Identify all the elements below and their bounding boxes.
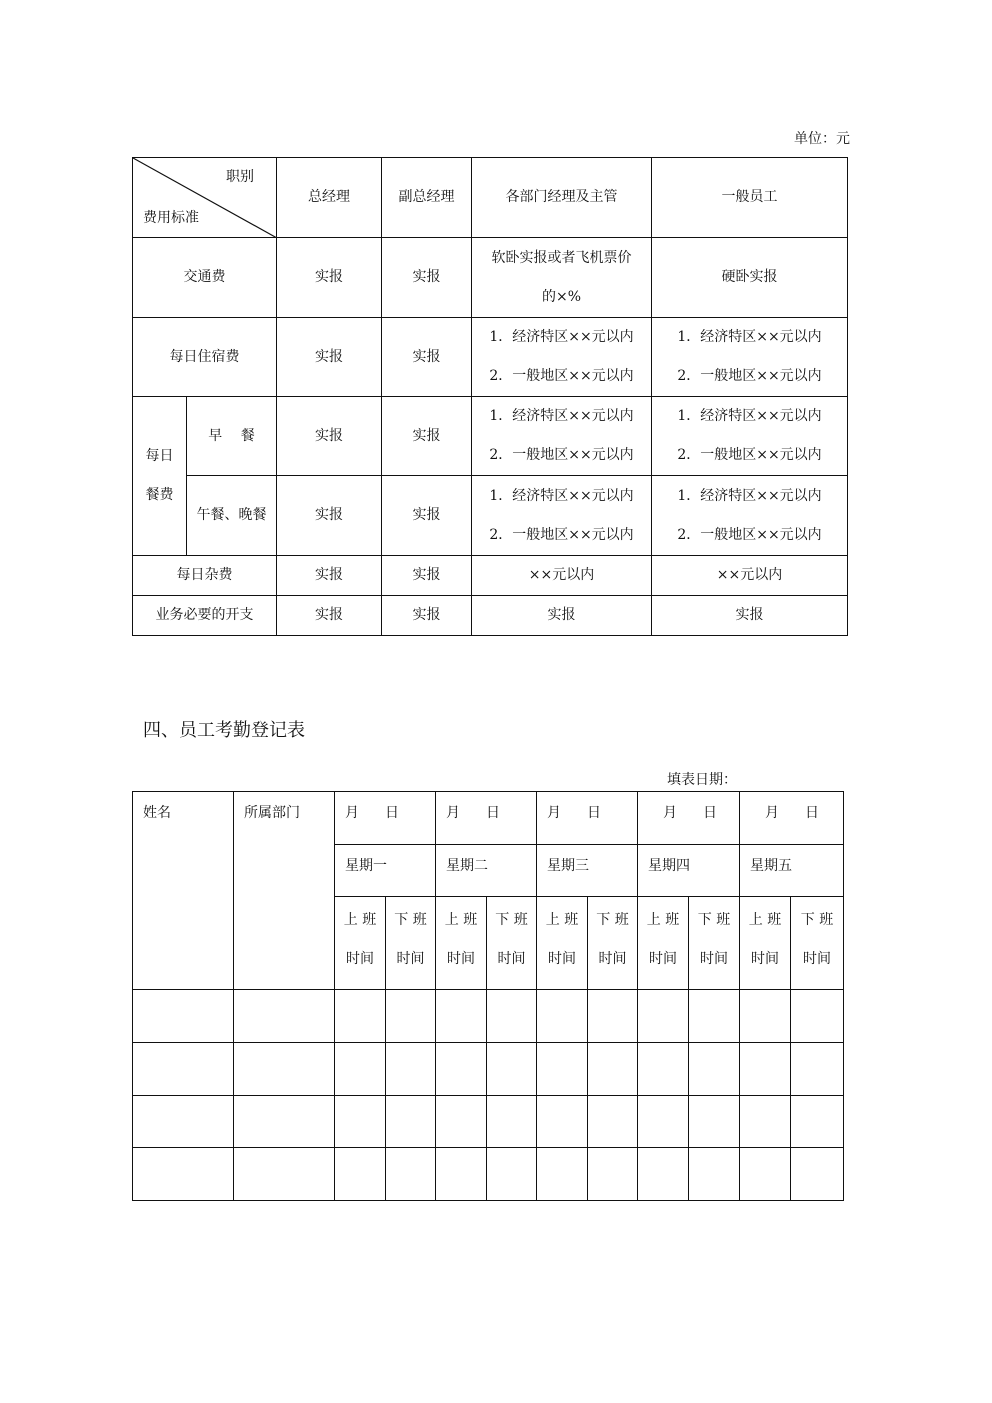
cell-line: 上 班 bbox=[444, 912, 478, 928]
row-label-lunch-dinner: 午餐、晚餐 bbox=[187, 476, 277, 556]
cell-line: 1．经济特区××元以内 bbox=[677, 408, 822, 424]
day-label: 日 bbox=[486, 805, 500, 821]
cell-value: 硬卧实报 bbox=[652, 238, 848, 318]
month-label: 月 bbox=[446, 805, 460, 821]
empty-cell bbox=[740, 1043, 791, 1096]
cell-value: 实报 bbox=[277, 318, 382, 397]
row-label-daily-meals bbox=[133, 397, 187, 556]
empty-cell bbox=[537, 990, 588, 1043]
cell-value: 实报 bbox=[277, 238, 382, 318]
cell-line: 时间 bbox=[649, 951, 677, 967]
empty-cell bbox=[234, 1043, 335, 1096]
empty-cell bbox=[234, 1148, 335, 1201]
row-label-transport: 交通费 bbox=[133, 238, 277, 318]
cell-line: 时间 bbox=[497, 951, 526, 967]
cell-value: 实报 bbox=[382, 556, 472, 596]
cell-value: 实报 bbox=[382, 596, 472, 636]
cell-value bbox=[472, 318, 652, 397]
empty-cell bbox=[537, 1096, 588, 1148]
cell-line: 时间 bbox=[751, 951, 779, 967]
empty-cell bbox=[689, 990, 740, 1043]
empty-cell bbox=[791, 1043, 844, 1096]
date-cell bbox=[537, 792, 638, 845]
empty-cell bbox=[335, 1096, 386, 1148]
table-row bbox=[133, 238, 848, 318]
month-label: 月 bbox=[547, 805, 561, 821]
empty-cell bbox=[588, 990, 638, 1043]
clock-in-header bbox=[436, 897, 487, 990]
empty-cell bbox=[335, 1148, 386, 1201]
row-label-lodging: 每日住宿费 bbox=[133, 318, 277, 397]
weekday-tue: 星期二 bbox=[436, 845, 537, 897]
empty-cell bbox=[487, 1096, 537, 1148]
col-dept-manager: 各部门经理及主管 bbox=[472, 158, 652, 238]
cell-line: 2．一般地区××元以内 bbox=[677, 368, 822, 384]
cell-line: 下 班 bbox=[596, 912, 629, 928]
date-cell bbox=[335, 792, 436, 845]
clock-out-header bbox=[588, 897, 638, 990]
cell-line: 每日 bbox=[145, 448, 174, 464]
cell-value bbox=[652, 397, 848, 476]
empty-cell bbox=[436, 990, 487, 1043]
empty-cell bbox=[638, 1043, 689, 1096]
cell-line: 下 班 bbox=[495, 912, 528, 928]
empty-cell bbox=[740, 1148, 791, 1201]
empty-cell bbox=[537, 1148, 588, 1201]
empty-cell bbox=[133, 1148, 234, 1201]
empty-cell bbox=[487, 1043, 537, 1096]
attendance-table bbox=[132, 791, 844, 1201]
weekday-fri: 星期五 bbox=[740, 845, 844, 897]
empty-cell bbox=[638, 1148, 689, 1201]
cell-line: 下 班 bbox=[697, 912, 731, 928]
cell-value bbox=[472, 397, 652, 476]
col-general-staff: 一般员工 bbox=[652, 158, 848, 238]
cell-line: 的×% bbox=[541, 288, 582, 305]
cell-line: 时间 bbox=[803, 951, 831, 967]
empty-cell bbox=[386, 1096, 436, 1148]
empty-cell bbox=[588, 1043, 638, 1096]
month-label: 月 bbox=[765, 805, 779, 821]
empty-cell bbox=[689, 1096, 740, 1148]
clock-in-header bbox=[537, 897, 588, 990]
day-label: 日 bbox=[587, 805, 601, 821]
diagonal-header-cell bbox=[133, 158, 277, 238]
cell-value: 实报 bbox=[277, 397, 382, 476]
table-row bbox=[133, 397, 848, 476]
cell-value: 实报 bbox=[277, 556, 382, 596]
cell-line: 时间 bbox=[346, 951, 374, 967]
cell-value: 实报 bbox=[382, 318, 472, 397]
cell-value: 实报 bbox=[277, 476, 382, 556]
table-row bbox=[133, 318, 848, 397]
section-title: 四、员工考勤登记表 bbox=[143, 720, 305, 741]
date-row bbox=[133, 792, 844, 845]
empty-cell bbox=[436, 1148, 487, 1201]
empty-cell bbox=[791, 1096, 844, 1148]
empty-cell bbox=[487, 1148, 537, 1201]
empty-cell bbox=[588, 1096, 638, 1148]
empty-cell bbox=[133, 1096, 234, 1148]
expense-standards-table bbox=[132, 157, 848, 636]
cell-value: 实报 bbox=[382, 238, 472, 318]
cell-line: 餐费 bbox=[145, 487, 174, 503]
day-label: 日 bbox=[703, 805, 717, 821]
table-row bbox=[133, 1043, 844, 1096]
empty-cell bbox=[335, 1043, 386, 1096]
empty-cell bbox=[689, 1148, 740, 1201]
cell-line: 2．一般地区××元以内 bbox=[677, 447, 822, 463]
clock-out-header bbox=[791, 897, 844, 990]
dept-header: 所属部门 bbox=[234, 792, 335, 990]
weekday-mon: 星期一 bbox=[335, 845, 436, 897]
clock-in-header bbox=[638, 897, 689, 990]
empty-cell bbox=[133, 1043, 234, 1096]
date-cell bbox=[740, 792, 844, 845]
row-label-business: 业务必要的开支 bbox=[133, 596, 277, 636]
empty-cell bbox=[487, 990, 537, 1043]
weekday-thu: 星期四 bbox=[638, 845, 740, 897]
cell-line: 软卧实报或者飞机票价 bbox=[491, 249, 632, 266]
cell-value bbox=[472, 238, 652, 318]
col-general-manager: 总经理 bbox=[277, 158, 382, 238]
month-label: 月 bbox=[663, 805, 677, 821]
cell-value: 实报 bbox=[652, 596, 848, 636]
cell-line: 上 班 bbox=[748, 912, 782, 928]
empty-cell bbox=[740, 990, 791, 1043]
cell-value: 实报 bbox=[472, 596, 652, 636]
cell-line: 2．一般地区××元以内 bbox=[489, 368, 634, 384]
cell-value bbox=[652, 318, 848, 397]
cell-line: 1．经济特区××元以内 bbox=[489, 487, 634, 504]
empty-cell bbox=[133, 990, 234, 1043]
position-label: 职别 bbox=[226, 169, 254, 185]
empty-cell bbox=[234, 990, 335, 1043]
table-row bbox=[133, 990, 844, 1043]
day-label: 日 bbox=[805, 805, 819, 821]
empty-cell bbox=[689, 1043, 740, 1096]
cell-line: 1．经济特区××元以内 bbox=[677, 487, 822, 504]
row-label-misc: 每日杂费 bbox=[133, 556, 277, 596]
empty-cell bbox=[335, 990, 386, 1043]
cell-value: ××元以内 bbox=[652, 556, 848, 596]
empty-cell bbox=[638, 990, 689, 1043]
cell-value: 实报 bbox=[277, 596, 382, 636]
cell-value bbox=[472, 476, 652, 556]
cell-line: 1．经济特区××元以内 bbox=[489, 408, 634, 424]
table-row bbox=[133, 1096, 844, 1148]
clock-out-header bbox=[386, 897, 436, 990]
cell-line: 上 班 bbox=[545, 912, 579, 928]
cell-line: 下 班 bbox=[800, 912, 834, 928]
empty-cell bbox=[791, 1148, 844, 1201]
table-row bbox=[133, 596, 848, 636]
date-cell bbox=[638, 792, 740, 845]
table-row bbox=[133, 1148, 844, 1201]
col-deputy-manager: 副总经理 bbox=[382, 158, 472, 238]
empty-cell bbox=[386, 990, 436, 1043]
empty-cell bbox=[791, 990, 844, 1043]
cell-line: 1．经济特区××元以内 bbox=[489, 329, 634, 345]
cell-line: 时间 bbox=[447, 951, 475, 967]
cell-line: 下 班 bbox=[394, 912, 427, 928]
cell-value: 实报 bbox=[382, 397, 472, 476]
cell-value: 实报 bbox=[382, 476, 472, 556]
fill-date-label: 填表日期： bbox=[667, 772, 737, 788]
clock-in-header bbox=[335, 897, 386, 990]
table-row bbox=[133, 556, 848, 596]
empty-cell bbox=[436, 1043, 487, 1096]
empty-cell bbox=[386, 1043, 436, 1096]
name-header: 姓名 bbox=[133, 792, 234, 990]
cell-value bbox=[652, 476, 848, 556]
cell-line: 上 班 bbox=[646, 912, 680, 928]
clock-in-header bbox=[740, 897, 791, 990]
row-label-breakfast: 早 餐 bbox=[187, 397, 277, 476]
empty-cell bbox=[537, 1043, 588, 1096]
cell-value: ××元以内 bbox=[472, 556, 652, 596]
date-cell bbox=[436, 792, 537, 845]
cell-line: 时间 bbox=[396, 951, 425, 967]
cell-line: 1．经济特区××元以内 bbox=[677, 329, 822, 345]
cell-line: 时间 bbox=[700, 951, 728, 967]
empty-cell bbox=[234, 1096, 335, 1148]
cell-line: 上 班 bbox=[343, 912, 377, 928]
weekday-wed: 星期三 bbox=[537, 845, 638, 897]
cell-line: 2．一般地区××元以内 bbox=[489, 447, 634, 463]
clock-out-header bbox=[487, 897, 537, 990]
empty-cell bbox=[436, 1096, 487, 1148]
cell-line: 2．一般地区××元以内 bbox=[677, 526, 822, 543]
expense-standard-label: 费用标准 bbox=[143, 210, 199, 226]
header-row bbox=[133, 158, 848, 238]
clock-out-header bbox=[689, 897, 740, 990]
empty-cell bbox=[740, 1096, 791, 1148]
cell-line: 时间 bbox=[548, 951, 576, 967]
table-row bbox=[133, 476, 848, 556]
empty-cell bbox=[386, 1148, 436, 1201]
unit-label: 单位：元 bbox=[794, 131, 850, 147]
day-label: 日 bbox=[385, 805, 399, 821]
cell-line: 时间 bbox=[598, 951, 627, 967]
month-label: 月 bbox=[345, 805, 359, 821]
empty-cell bbox=[638, 1096, 689, 1148]
empty-cell bbox=[588, 1148, 638, 1201]
cell-line: 2．一般地区××元以内 bbox=[489, 526, 634, 543]
